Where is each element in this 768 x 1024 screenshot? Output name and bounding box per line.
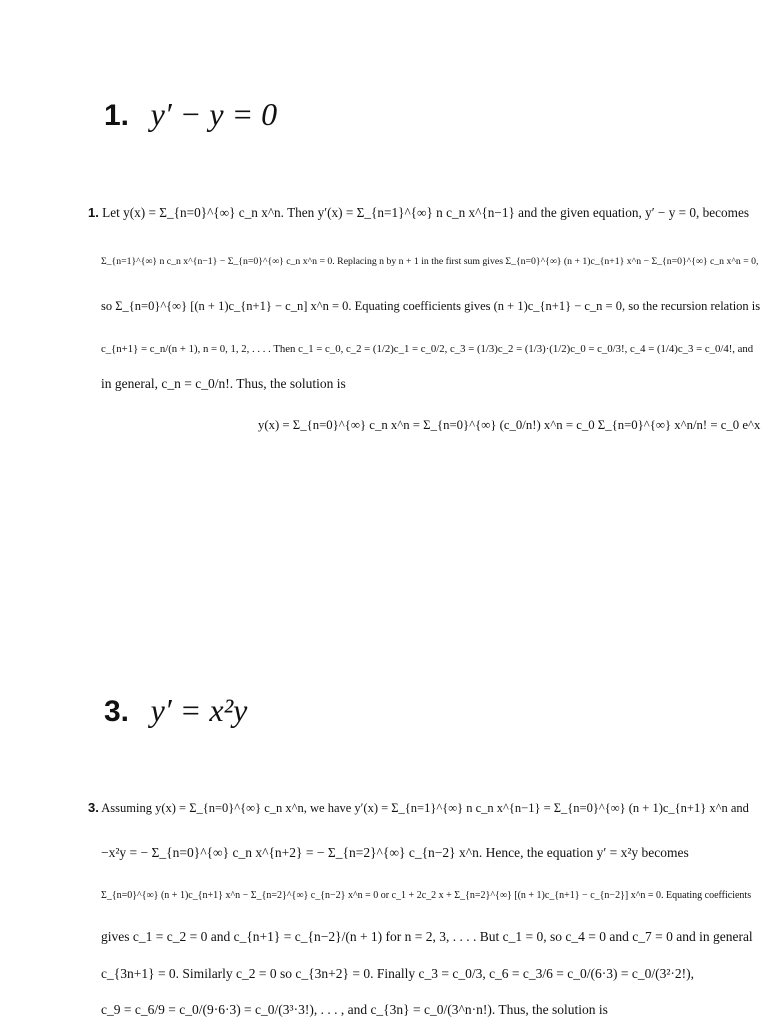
problem-1-solution-display: y(x) = Σ_{n=0}^{∞} c_n x^n = Σ_{n=0}^{∞} (c_0/n!) x^n = c_0 Σ_{n=0}^{∞} x^n/n! = c_0 e^x: [258, 418, 761, 432]
problem-1-line-1: [88, 205, 749, 221]
problem-1-line-3: so Σ_{n=0}^{∞} [(n + 1)c_{n+1} − c_n] x^n = 0. Equating coefficients gives (n + 1)c_{n+1} − c_n = 0, so the recursion relation is: [101, 299, 761, 313]
problem-1-line-5: in general, c_n = c_0/n!. Thus, the solution is: [101, 376, 346, 391]
problem-3-line-4: gives c_1 = c_2 = 0 and c_{n+1} = c_{n−2}/(n + 1) for n = 2, 3, . . . . But c_1 = 0, so c_4 = 0 and c_7 = 0 and in general: [101, 929, 753, 944]
problem-1-heading-equation: y′ − y = 0: [150, 96, 278, 132]
problem-3-label: 3.: [88, 800, 99, 815]
problem-3-heading-equation: y′ = x²y: [150, 692, 248, 728]
problem-1-line-2: Σ_{n=1}^{∞} n c_n x^{n−1} − Σ_{n=0}^{∞} c_n x^n = 0. Replacing n by n + 1 in the first sum gives Σ_{n=0}^{∞} (n + 1)c_{n+1} x^n − Σ_{n=0}^{∞} c_n x^n = 0,: [101, 256, 759, 267]
problem-1-label: 1.: [88, 205, 99, 220]
problem-3-line-5: c_{3n+1} = 0. Similarly c_2 = 0 so c_{3n+2} = 0. Finally c_3 = c_0/3, c_6 = c_3/6 = c_0/(6·3) = c_0/(3²·2!),: [101, 966, 695, 981]
problem-3-heading-number: 3.: [104, 695, 130, 728]
problem-3-line-1: [88, 800, 749, 816]
problem-3-line-2: −x²y = − Σ_{n=0}^{∞} c_n x^{n+2} = − Σ_{n=2}^{∞} c_{n−2} x^n. Hence, the equation y′ = x²y becomes: [101, 845, 689, 860]
problem-3-heading: [104, 692, 247, 729]
problem-3-line-3: Σ_{n=0}^{∞} (n + 1)c_{n+1} x^n − Σ_{n=2}^{∞} c_{n−2} x^n = 0 or c_1 + 2c_2 x + Σ_{n=2}^{∞} [(n + 1)c_{n+1} − c_{n−2}] x^n = 0. Equating coefficients: [101, 890, 752, 901]
problem-1-heading: [104, 96, 277, 133]
problem-1-line-4: c_{n+1} = c_n/(n + 1), n = 0, 1, 2, . . . . Then c_1 = c_0, c_2 = (1/2)c_1 = c_0/2, c_3 = (1/3)c_2 = (1/3)·(1/2)c_0 = c_0/3!, c_4 = (1/4)c_3 = c_0/4!, and: [101, 343, 754, 355]
problem-1-line-1-text: Let y(x) = Σ_{n=0}^{∞} c_n x^n. Then y′(x) = Σ_{n=1}^{∞} n c_n x^{n−1} and the given equation, y′ − y = 0, becomes: [102, 205, 750, 220]
problem-3-line-1-text: Assuming y(x) = Σ_{n=0}^{∞} c_n x^n, we have y′(x) = Σ_{n=1}^{∞} n c_n x^{n−1} = Σ_{n=0}^{∞} (n + 1)c_{n+1} x^n and: [101, 801, 749, 815]
problem-1-heading-number: 1.: [104, 99, 130, 132]
problem-3-line-6: c_9 = c_6/9 = c_0/(9·6·3) = c_0/(3³·3!), . . . , and c_{3n} = c_0/(3^n·n!). Thus, the solution is: [101, 1002, 608, 1017]
